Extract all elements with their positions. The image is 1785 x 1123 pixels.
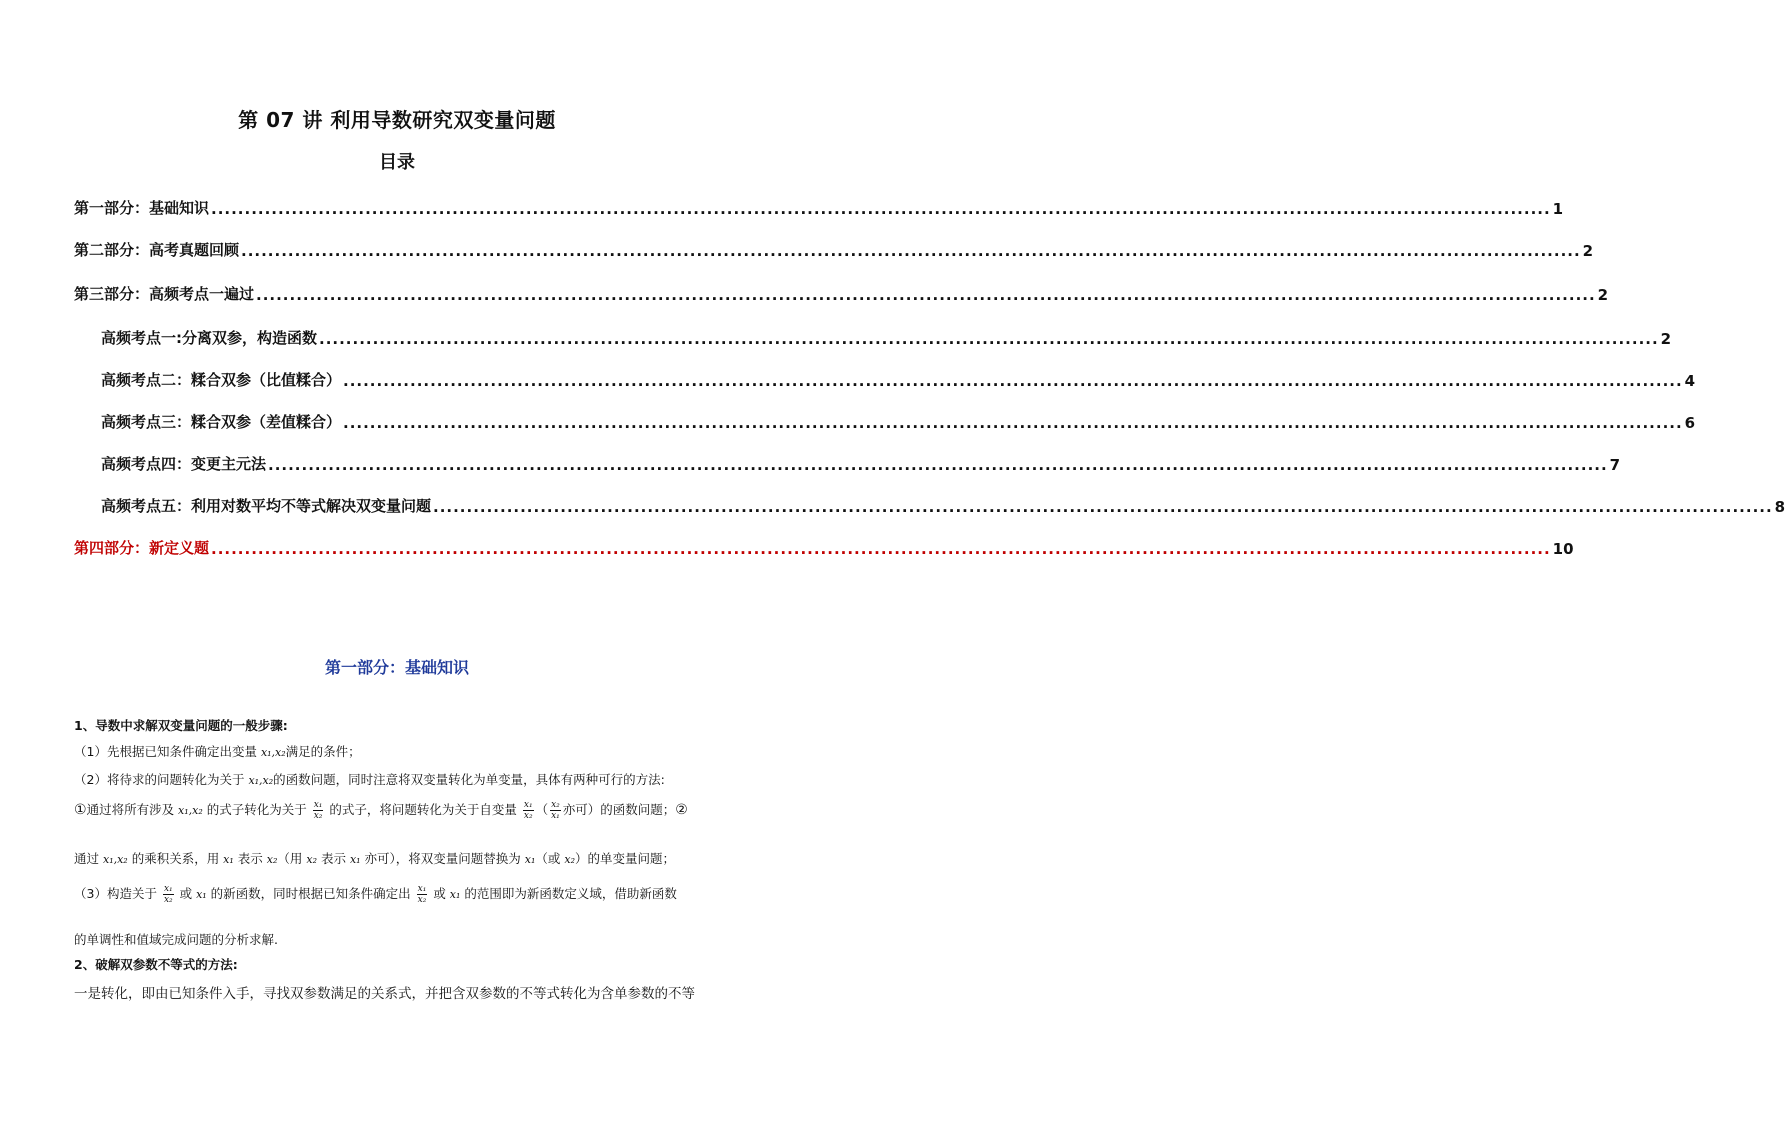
toc-entry-label: 第三部分：高频考点一遍过 bbox=[74, 285, 255, 303]
toc-entry[interactable] bbox=[0, 320, 1672, 348]
method1-line: ①通过将所有涉及 x₁,x₂ 的式子转化为关于 $\frac{\text{x₁}}{\text{x₂}}$ 的式子，将问题转化为关于自变量 $\frac{\text{x₁}}{\text{x₂}}$ （ $\frac{\text{x₂}}{\text{x₁}}$ 亦可）的函数问题；② bbox=[74, 800, 688, 821]
toc-entry-label: 高频考点二：糅合双参（比值糅合） bbox=[101, 371, 342, 389]
toc-leader-dots: ........................................................................................................................................................................................................ bbox=[319, 330, 1659, 348]
fraction-inverse: $\frac{\text{x₂}}{\text{x₁}}$ bbox=[551, 800, 560, 821]
toc-leader-dots: ........................................................................................................................................................................................................ bbox=[268, 456, 1608, 474]
toc-entry-page: 10 bbox=[1552, 540, 1574, 558]
toc-entry[interactable] bbox=[0, 190, 1564, 218]
toc-heading: 目录 bbox=[379, 152, 415, 173]
toc-leader-dots: ........................................................................................................................................................................................................ bbox=[343, 414, 1683, 432]
toc-leader-dots: ........................................................................................................................................................................................................ bbox=[256, 286, 1596, 304]
item2-text: 一是转化，即由已知条件入手，寻找双参数满足的关系式，并把含双参数的不等式转化为含单参数的不等 bbox=[74, 986, 695, 1002]
item1-title: 1、导数中求解双变量问题的一般步骤: bbox=[74, 718, 288, 733]
toc-entry-page: 2 bbox=[1597, 286, 1609, 304]
toc-leader-dots: ........................................................................................................................................................................................................ bbox=[211, 200, 1551, 218]
fraction: $\frac{\text{x₁}}{\text{x₂}}$ bbox=[313, 800, 323, 821]
toc-entry[interactable] bbox=[0, 404, 1696, 432]
toc-entry-page: 2 bbox=[1582, 242, 1594, 260]
section-heading: 第一部分：基础知识 bbox=[324, 658, 469, 677]
toc-entry-label: 高频考点四：变更主元法 bbox=[101, 455, 267, 473]
toc-entry[interactable] bbox=[0, 276, 1609, 304]
toc-entry[interactable] bbox=[0, 362, 1696, 390]
step3-line: （3）构造关于 $\frac{\text{x₁}}{\text{x₂}}$ 或 x₁ 的新函数，同时根据已知条件确定出 $\frac{\text{x₁}}{\text{x₂}}$ 或 x₁ 的范围即为新函数定义域，借助新函数 bbox=[74, 884, 677, 905]
toc-entry-page: 1 bbox=[1552, 200, 1564, 218]
toc-entry[interactable] bbox=[0, 232, 1594, 260]
toc-entry-page: 4 bbox=[1684, 372, 1696, 390]
toc-entry-label: 第一部分：基础知识 bbox=[74, 199, 210, 217]
toc-entry-page: 8 bbox=[1774, 498, 1785, 516]
fraction: $\frac{\text{x₁}}{\text{x₂}}$ bbox=[523, 800, 533, 821]
toc-entry-label: 第二部分：高考真题回顾 bbox=[74, 241, 240, 259]
toc-entry-page: 7 bbox=[1609, 456, 1621, 474]
toc-entry[interactable] bbox=[0, 488, 1785, 516]
toc-entry-label: 高频考点五：利用对数平均不等式解决双变量问题 bbox=[101, 497, 432, 515]
step1-line: （1）先根据已知条件确定出变量 x₁,x₂满足的条件； bbox=[74, 744, 361, 759]
toc-leader-dots: ........................................................................................................................................................................................................ bbox=[241, 242, 1581, 260]
toc-leader-dots: ........................................................................................................................................................................................................ bbox=[211, 540, 1551, 558]
fraction: $\frac{\text{x₁}}{\text{x₂}}$ bbox=[163, 884, 173, 905]
toc-entry-label: 高频考点一:分离双参，构造函数 bbox=[101, 329, 318, 347]
document-title: 第 07 讲 利用导数研究双变量问题 bbox=[238, 108, 556, 132]
step2-line: （2）将待求的问题转化为关于 x₁,x₂的函数问题，同时注意将双变量转化为单变量，具体有两种可行的方法: bbox=[74, 772, 665, 787]
toc-leader-dots: ........................................................................................................................................................................................................ bbox=[343, 372, 1683, 390]
method2-line: 通过 x₁,x₂ 的乘积关系，用 x₁ 表示 x₂（用 x₂ 表示 x₁ 亦可），将双变量问题替换为 x₁（或 x₂）的单变量问题； bbox=[74, 851, 676, 866]
fraction: $\frac{\text{x₁}}{\text{x₂}}$ bbox=[417, 884, 427, 905]
step3-continued: 的单调性和值域完成问题的分析求解. bbox=[74, 932, 278, 947]
toc-entry-page: 2 bbox=[1660, 330, 1672, 348]
toc-entry-label: 高频考点三：糅合双参（差值糅合） bbox=[101, 413, 342, 431]
item2-title: 2、破解双参数不等式的方法: bbox=[74, 957, 238, 972]
toc-entry[interactable] bbox=[0, 446, 1621, 474]
toc-entry[interactable] bbox=[0, 530, 1574, 558]
toc-entry-page: 6 bbox=[1684, 414, 1696, 432]
toc-leader-dots: ........................................................................................................................................................................................................ bbox=[433, 498, 1773, 516]
toc-entry-label: 第四部分：新定义题 bbox=[74, 539, 210, 557]
